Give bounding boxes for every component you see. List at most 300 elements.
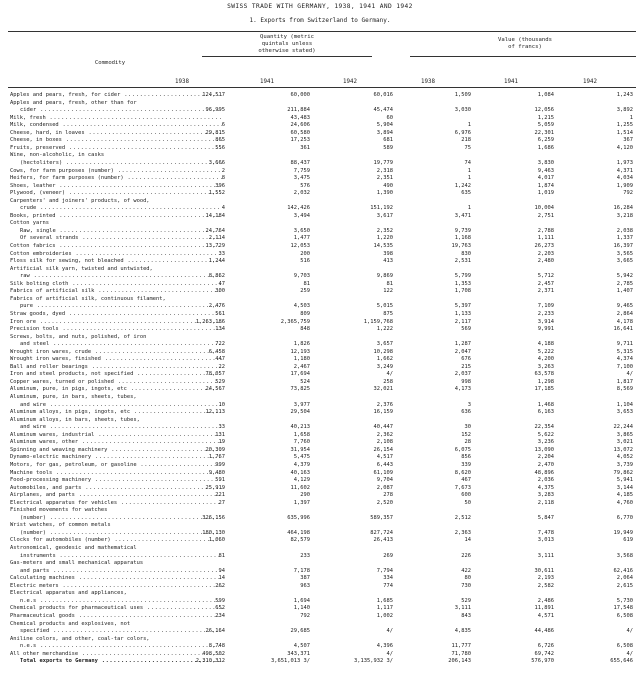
value-cell: 96,995 — [205, 107, 225, 114]
commodity-label: Aluminum, pure, in pigs, ingots, etc ..... — [10, 386, 222, 392]
commodity-label: Milk, condensed ..... — [10, 122, 222, 128]
value-cell: 1,111 — [537, 235, 554, 242]
table-row — [0, 530, 640, 536]
value-cell: 258 — [383, 378, 393, 385]
commodity-label: raw ..... — [20, 273, 222, 279]
commodity-label: Calculating machines ..... — [10, 575, 222, 581]
value-cell: 4,200 — [537, 356, 554, 363]
commodity-label: Wrought iron wares, finished ..... — [10, 356, 222, 362]
value-cell: 3,471 — [454, 212, 471, 219]
value-cell: 48,896 — [534, 469, 554, 476]
table-row — [0, 266, 640, 272]
commodity-label: and wire ..... — [20, 402, 222, 408]
table-row — [0, 251, 640, 257]
value-cell: 7,759 — [293, 167, 310, 174]
value-cell: 843 — [461, 612, 471, 619]
value-cell: 17,185 — [534, 386, 554, 393]
header-top-rule — [8, 31, 636, 32]
value-cell: 3,568 — [616, 552, 633, 559]
table-row — [0, 439, 640, 445]
value-cell: 221 — [215, 492, 225, 499]
value-cell: 3,865 — [616, 431, 633, 438]
value-cell: 7,794 — [376, 567, 393, 574]
commodity-label: n.e.s ..... — [20, 598, 222, 604]
value-cell: 4,375 — [537, 484, 554, 491]
value-cell: 4/ — [626, 628, 633, 635]
table-row — [0, 417, 640, 423]
value-cell: 6 — [221, 122, 225, 129]
table-row — [0, 213, 640, 219]
value-cell: 3,144 — [616, 484, 633, 491]
table-row — [0, 651, 640, 657]
value-cell: 1,242 — [454, 182, 471, 189]
value-cell: 2,087 — [376, 484, 393, 491]
value-cell: 24,606 — [290, 122, 310, 129]
table-row — [0, 183, 640, 189]
value-cell: 60,580 — [290, 129, 310, 136]
value-cell: 5,015 — [376, 303, 393, 310]
value-cell: 4,034 — [616, 175, 633, 182]
value-cell: 722 — [215, 341, 225, 348]
value-cell: 2,512 — [454, 514, 471, 521]
value-cell: 4,379 — [293, 461, 310, 468]
value-cell: 2,203 — [537, 250, 554, 257]
value-cell: 999 — [215, 461, 225, 468]
value-cell: 63,578 — [534, 371, 554, 378]
value-cell: 31,954 — [290, 446, 310, 453]
commodity-header: Commodity — [94, 60, 126, 66]
table-row — [0, 500, 640, 506]
value-cell: 206,143 — [448, 658, 471, 665]
value-cell: 134 — [215, 326, 225, 333]
value-cell: 447 — [215, 356, 225, 363]
table-subtitle: 1. Exports from Switzerland to Germany. — [249, 17, 391, 24]
value-cell: 4 — [221, 205, 225, 212]
value-cell: 13,729 — [205, 243, 225, 249]
value-cell: 3,651,013 3/ — [271, 658, 310, 665]
value-cell: 61,109 — [373, 469, 393, 476]
value-cell: 74 — [464, 159, 471, 166]
value-cell: 387 — [300, 575, 310, 582]
value-cell: 22,301 — [534, 129, 554, 136]
value-cell: 30 — [464, 424, 471, 431]
value-cell: 9,991 — [537, 326, 554, 333]
value-cell: 69,742 — [534, 650, 554, 657]
value-cell: 4,517 — [376, 454, 393, 461]
commodity-label: Books, printed ..... — [10, 213, 222, 219]
value-cell: 4,374 — [616, 356, 633, 363]
value-cell: 6,443 — [376, 461, 393, 468]
table-row — [0, 522, 640, 528]
table-row — [0, 507, 640, 513]
exports-table-body — [0, 92, 640, 677]
value-cell: 3,653 — [616, 409, 633, 416]
value-cell: 2,352 — [376, 227, 393, 234]
commodity-label: Electric meters ..... — [10, 583, 222, 589]
value-cell: 4,188 — [537, 341, 554, 348]
value-cell: 4/ — [386, 371, 393, 378]
commodity-label: Of several strands ..... — [20, 235, 222, 241]
value-cell: 599 — [215, 597, 225, 604]
table-row — [0, 605, 640, 611]
value-cell: 5,315 — [616, 348, 633, 355]
table-row — [0, 341, 640, 347]
value-cell: 11,777 — [451, 643, 471, 650]
value-cell: 1,767 — [208, 454, 225, 461]
table-row — [0, 319, 640, 325]
table-row — [0, 326, 640, 332]
value-cell: 33 — [218, 250, 225, 257]
value-cell: 1,407 — [616, 288, 633, 295]
value-cell: 4/ — [386, 650, 393, 657]
value-cell: 1,658 — [293, 431, 310, 438]
value-cell: 326,156 — [202, 514, 225, 521]
year-header-qty-1938: 1938 — [175, 79, 189, 85]
value-cell: 75 — [464, 144, 471, 151]
value-cell: 774 — [383, 582, 393, 589]
value-cell: 2,117 — [454, 318, 471, 325]
value-cell: 1,180 — [293, 356, 310, 363]
value-cell: 529 — [215, 378, 225, 385]
value-cell: 809 — [300, 310, 310, 317]
commodity-label: Cheese, in boxes ..... — [10, 137, 222, 143]
commodity-label: Aluminum alloys, in bars, sheets, tubes, — [10, 416, 140, 423]
table-row — [0, 394, 640, 400]
value-cell: 13,072 — [613, 446, 633, 453]
value-cell: 396 — [215, 182, 225, 189]
value-cell: 78,057 — [205, 371, 225, 378]
table-row — [0, 515, 640, 521]
value-cell: 60 — [386, 114, 393, 121]
value-cell: 1,220 — [376, 235, 393, 242]
table-row — [0, 107, 640, 113]
table-row — [0, 364, 640, 370]
value-cell: 3,218 — [616, 212, 633, 219]
value-cell: 47 — [218, 280, 225, 287]
value-cell: 82,579 — [290, 537, 310, 544]
value-cell: 26,413 — [373, 537, 393, 544]
value-cell: 422 — [461, 567, 471, 574]
value-cell: 2,467 — [293, 363, 310, 370]
value-cell: 1,686 — [537, 144, 554, 151]
value-cell: 2,615 — [616, 582, 633, 589]
table-row — [0, 386, 640, 392]
value-cell: 1,298 — [537, 378, 554, 385]
value-cell: 32,021 — [373, 386, 393, 393]
value-cell: 1,552 — [208, 190, 225, 197]
value-cell: 5,712 — [537, 273, 554, 280]
table-row — [0, 334, 640, 340]
commodity-label: Shoes, leather ..... — [10, 183, 222, 189]
value-cell: 27 — [218, 499, 225, 506]
table-row — [0, 220, 640, 226]
value-underline — [410, 56, 636, 57]
value-cell: 2,371 — [537, 288, 554, 295]
year-header-val-1942: 1942 — [583, 79, 597, 85]
table-row — [0, 371, 640, 377]
table-row — [0, 130, 640, 136]
table-row — [0, 628, 640, 634]
value-cell: 29,815 — [205, 129, 225, 136]
value-cell: 998 — [461, 378, 471, 385]
table-row — [0, 115, 640, 121]
value-cell: 12,113 — [205, 409, 225, 416]
commodity-label: Clocks for automobiles (number) ..... — [10, 537, 222, 543]
value-cell: 81 — [218, 552, 225, 559]
commodity-label: All other merchandise ..... — [10, 651, 222, 657]
value-cell: 22 — [218, 363, 225, 370]
commodity-label: (number) ..... — [20, 530, 222, 536]
value-cell: 9,480 — [208, 469, 225, 476]
commodity-label: Milk, fresh ..... — [10, 115, 222, 121]
value-cell: 17,253 — [290, 137, 310, 144]
table-row — [0, 462, 640, 468]
value-cell: 498,502 — [202, 650, 225, 657]
value-cell: 490 — [383, 182, 393, 189]
value-cell: 19,949 — [613, 529, 633, 536]
value-cell: 8,569 — [616, 386, 633, 393]
commodity-label: cider ..... — [20, 107, 222, 113]
value-cell: 2,376 — [376, 401, 393, 408]
value-cell: 1,874 — [537, 182, 554, 189]
value-cell: 4,017 — [537, 175, 554, 182]
value-cell: 151,192 — [370, 205, 393, 212]
value-cell: 4,571 — [537, 612, 554, 619]
value-cell: 9,704 — [376, 477, 393, 484]
value-cell: 1,337 — [616, 235, 633, 242]
commodity-label: and parts ..... — [20, 568, 222, 574]
commodity-label: Wrought iron wares, crude ..... — [10, 349, 222, 355]
value-cell: 2,582 — [537, 582, 554, 589]
value-cell: 589,357 — [370, 514, 393, 521]
value-cell: 334 — [383, 575, 393, 582]
value-cell: 1,514 — [616, 129, 633, 136]
table-row — [0, 205, 640, 211]
commodity-label: Fabrics of artificial silk ..... — [10, 288, 222, 294]
table-row — [0, 235, 640, 241]
commodity-label: Copper wares, turned or polished ..... — [10, 379, 222, 385]
value-cell: 211,884 — [287, 107, 310, 114]
value-cell: 1,397 — [293, 499, 310, 506]
value-cell: 9,463 — [537, 167, 554, 174]
commodity-label: Plywood, (veneer) ..... — [10, 190, 222, 196]
value-cell: 8,862 — [208, 273, 225, 280]
value-cell: 22,354 — [534, 424, 554, 431]
quantity-underline — [202, 56, 372, 57]
value-cell: 4,173 — [454, 386, 471, 393]
commodity-label: and steel ..... — [20, 341, 222, 347]
value-cell: 600 — [461, 492, 471, 499]
value-cell: 218 — [461, 137, 471, 144]
value-cell: 1,084 — [537, 92, 554, 98]
value-cell: 6,508 — [616, 643, 633, 650]
table-row — [0, 485, 640, 491]
table-row — [0, 590, 640, 596]
value-cell: 3,111 — [454, 605, 471, 612]
value-cell: 290 — [300, 492, 310, 499]
value-cell: 556 — [215, 144, 225, 151]
table-row — [0, 402, 640, 408]
commodity-label: Total exports to Germany ..... — [20, 658, 222, 664]
value-cell: 5,475 — [293, 454, 310, 461]
value-cell: 14,535 — [373, 243, 393, 249]
table-row — [0, 152, 640, 158]
value-cell: 3,475 — [293, 175, 310, 182]
value-cell: 3,657 — [376, 341, 393, 348]
value-cell: 1,973 — [616, 159, 633, 166]
value-cell: 591 — [215, 477, 225, 484]
value-cell: 2,785 — [616, 280, 633, 287]
value-cell: 2,036 — [537, 477, 554, 484]
value-cell: 2,476 — [208, 303, 225, 310]
value-cell: 1,353 — [454, 280, 471, 287]
commodity-label: Electrical apparatus for vehicles ..... — [10, 500, 222, 506]
value-cell: 4,129 — [293, 477, 310, 484]
value-cell: 3,617 — [376, 212, 393, 219]
document-title: SWISS TRADE WITH GERMANY, 1938, 1941 AND 1942 — [227, 3, 413, 10]
value-cell: 3,021 — [616, 439, 633, 446]
value-cell: 22,244 — [613, 424, 633, 431]
value-cell: 830 — [461, 250, 471, 257]
value-cell: 1,694 — [293, 597, 310, 604]
value-cell: 1,255 — [616, 122, 633, 129]
value-cell: 3,249 — [376, 363, 393, 370]
value-cell: 652 — [215, 605, 225, 612]
value-cell: 2,363 — [454, 529, 471, 536]
commodity-label: Carpenters' and joiners' products, of wood, — [10, 197, 150, 204]
value-cell: 1,477 — [293, 235, 310, 242]
value-cell: 2,470 — [537, 461, 554, 468]
table-row — [0, 175, 640, 181]
value-cell: 2,233 — [537, 310, 554, 317]
value-cell: 233 — [300, 552, 310, 559]
table-row — [0, 432, 640, 438]
commodity-label: Aluminum alloys, in pigs, ingots, etc ..... — [10, 409, 222, 415]
value-cell: 9,739 — [454, 227, 471, 234]
value-cell: 4/ — [386, 628, 393, 635]
value-cell: 45,474 — [373, 107, 393, 114]
commodity-label: Raw, single ..... — [20, 228, 222, 234]
value-cell: 269 — [383, 552, 393, 559]
value-cell: 635 — [461, 190, 471, 197]
value-cell: 1,287 — [454, 341, 471, 348]
value-cell: 81 — [303, 280, 310, 287]
value-cell: 2,047 — [454, 348, 471, 355]
value-cell: 848 — [300, 326, 310, 333]
value-cell: 12,056 — [534, 107, 554, 114]
value-cell: 5,397 — [454, 303, 471, 310]
value-cell: 26,154 — [373, 446, 393, 453]
value-cell: 62,416 — [613, 567, 633, 574]
value-cell: 20,309 — [205, 446, 225, 453]
value-cell: 7,178 — [293, 567, 310, 574]
value-cell: 1,244 — [208, 258, 225, 265]
commodity-label: Straw goods, dyed ..... — [10, 311, 222, 317]
value-cell: 1,909 — [616, 182, 633, 189]
value-cell: 2,038 — [616, 227, 633, 234]
commodity-label: n.e.s ..... — [20, 643, 222, 649]
value-cell: 124,517 — [202, 92, 225, 98]
value-cell: 7,760 — [293, 439, 310, 446]
value-cell: 9,869 — [376, 273, 393, 280]
value-cell: 3,914 — [537, 318, 554, 325]
value-cell: 9,465 — [616, 303, 633, 310]
value-cell: 44,486 — [534, 628, 554, 635]
year-header-qty-1942: 1942 — [343, 79, 357, 85]
table-row — [0, 492, 640, 498]
value-cell: 655,646 — [610, 658, 633, 665]
commodity-label: Iron and steel products, not specified ..... — [10, 371, 222, 377]
commodity-label: pure ..... — [20, 303, 222, 309]
table-row — [0, 100, 640, 106]
table-row — [0, 145, 640, 151]
value-cell: 516 — [300, 258, 310, 265]
commodity-label: Fruits, preserved ..... — [10, 145, 222, 151]
commodity-label: Chemical products and explosives, not — [10, 620, 131, 627]
table-row — [0, 424, 640, 430]
value-cell: 10,298 — [373, 348, 393, 355]
header-bottom-rule — [8, 87, 636, 88]
table-row — [0, 636, 640, 642]
value-cell: 131 — [215, 431, 225, 438]
value-cell: 6,508 — [616, 612, 633, 619]
value-cell: 13,090 — [534, 446, 554, 453]
value-cell: 464,198 — [287, 529, 310, 536]
value-cell: 2,310,312 — [195, 658, 225, 665]
value-cell: 16,284 — [613, 205, 633, 212]
value-cell: 6,726 — [537, 643, 554, 650]
value-cell: 7,478 — [537, 529, 554, 536]
value-cell: 5,622 — [537, 431, 554, 438]
value-cell: 561 — [215, 310, 225, 317]
value-cell: 3,739 — [616, 461, 633, 468]
table-row — [0, 311, 640, 317]
value-cell: 17,694 — [290, 371, 310, 378]
commodity-label: Finished movements for watches — [10, 507, 108, 514]
value-cell: 1,168 — [454, 235, 471, 242]
commodity-label: Cotton embroideries ..... — [10, 251, 222, 257]
value-cell: 1,222 — [376, 326, 393, 333]
quantity-header-line1: Quantity (metric — [260, 34, 314, 40]
commodity-label: Cotton yarns — [10, 220, 49, 227]
value-cell: 1 — [629, 114, 633, 121]
table-row — [0, 643, 640, 649]
table-row — [0, 122, 640, 128]
value-cell: 122 — [383, 288, 393, 295]
table-row — [0, 409, 640, 415]
value-cell: 24,764 — [205, 227, 225, 234]
value-cell: 343,371 — [287, 650, 310, 657]
value-cell: 142,426 — [287, 205, 310, 212]
value-cell: 1,019 — [537, 190, 554, 197]
value-cell: 4,052 — [616, 454, 633, 461]
table-row — [0, 553, 640, 559]
commodity-label: instruments ..... — [20, 553, 222, 559]
value-cell: 4,507 — [293, 643, 310, 650]
commodity-label: Cheese, hard, in loaves ..... — [10, 130, 222, 136]
commodity-label: Astronomical, geodesic and mathematical — [10, 545, 137, 551]
value-cell: 3 — [467, 401, 471, 408]
value-cell: 3,236 — [537, 439, 554, 446]
value-cell: 6,075 — [454, 446, 471, 453]
table-row — [0, 379, 640, 385]
value-cell: 26,273 — [534, 243, 554, 249]
value-cell: 524 — [300, 378, 310, 385]
value-cell: 589 — [383, 144, 393, 151]
commodity-label: Fabrics of artificial silk, continuous filament, — [10, 295, 166, 302]
value-cell: 16,641 — [613, 326, 633, 333]
commodity-label: Dynamo-electric machinery ..... — [10, 454, 222, 460]
